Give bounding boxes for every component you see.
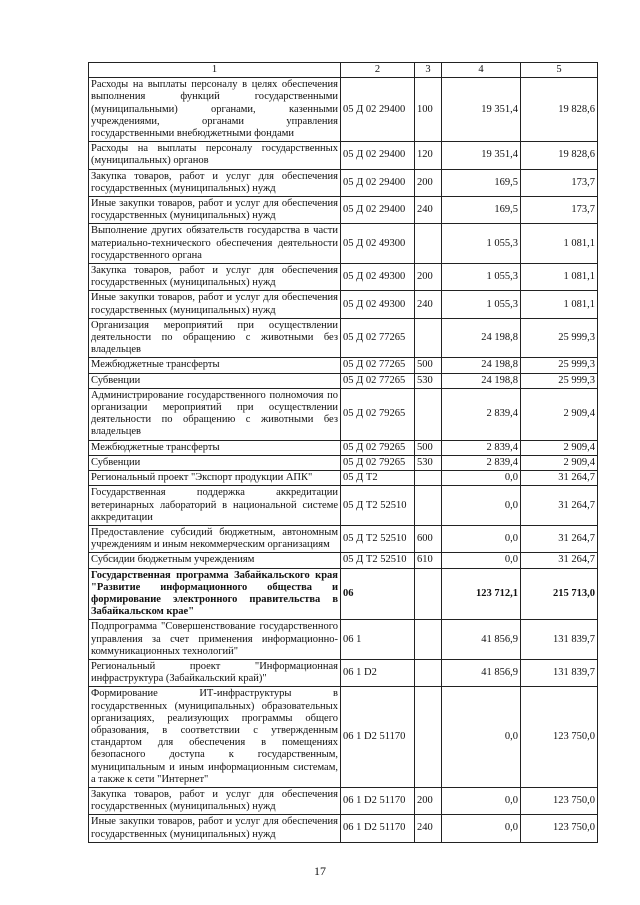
row-value-cell: 24 198,8 — [442, 373, 521, 388]
row-name-cell: Региональный проект "Информационная инфраструктура (Забайкальский край)" — [89, 659, 341, 686]
row-value-cell: 31 264,7 — [521, 486, 598, 526]
row-type-cell: 200 — [415, 787, 442, 814]
row-value-cell: 19 828,6 — [521, 78, 598, 142]
row-value-cell: 0,0 — [442, 525, 521, 552]
row-value-cell: 41 856,9 — [442, 659, 521, 686]
row-code-cell: 06 1 D2 51170 — [341, 687, 415, 788]
row-value-cell: 0,0 — [442, 471, 521, 486]
row-code-cell: 05 Д Т2 — [341, 471, 415, 486]
row-type-cell — [415, 620, 442, 660]
row-type-cell: 100 — [415, 78, 442, 142]
row-name-cell: Расходы на выплаты персоналу в целях обеспечения выполнения функций государственными (муниципальными) органами, казенными учреждениями, органами управления государственными внебюджетными фондами — [89, 78, 341, 142]
table-row — [89, 659, 598, 686]
row-value-cell: 0,0 — [442, 787, 521, 814]
row-value-cell: 25 999,3 — [521, 373, 598, 388]
table-row — [89, 169, 598, 196]
row-name-cell: Иные закупки товаров, работ и услуг для обеспечения государственных (муниципальных) нужд — [89, 197, 341, 224]
row-name-cell: Региональный проект "Экспорт продукции АПК" — [89, 471, 341, 486]
table-row — [89, 291, 598, 318]
row-code-cell: 05 Д 02 29400 — [341, 78, 415, 142]
row-value-cell: 1 055,3 — [442, 264, 521, 291]
table-body — [89, 78, 598, 843]
header-cell: 5 — [521, 63, 598, 78]
table-row — [89, 568, 598, 620]
row-type-cell: 120 — [415, 142, 442, 169]
table-row — [89, 440, 598, 455]
table-row — [89, 142, 598, 169]
row-type-cell: 240 — [415, 197, 442, 224]
row-value-cell: 0,0 — [442, 815, 521, 842]
row-name-cell: Расходы на выплаты персоналу государственных (муниципальных) органов — [89, 142, 341, 169]
row-value-cell: 1 055,3 — [442, 291, 521, 318]
row-type-cell — [415, 659, 442, 686]
row-value-cell: 2 839,4 — [442, 388, 521, 440]
row-type-cell: 610 — [415, 553, 442, 568]
table-row — [89, 486, 598, 526]
header-cell: 3 — [415, 63, 442, 78]
row-code-cell: 05 Д 02 79265 — [341, 455, 415, 470]
row-code-cell: 05 Д 02 29400 — [341, 142, 415, 169]
table-row — [89, 78, 598, 142]
row-type-cell: 530 — [415, 455, 442, 470]
row-name-cell: Формирование ИТ-инфраструктуры в государственных (муниципальных) образовательных организациях, реализующих программы общего образования, в соответствии с утвержденным стандартом для обеспечения в помещениях безопасного доступа к государственным, муниципальным и иным информационным системам, а также к сети "Интернет" — [89, 687, 341, 788]
row-value-cell: 25 999,3 — [521, 358, 598, 373]
row-type-cell — [415, 388, 442, 440]
row-value-cell: 2 909,4 — [521, 388, 598, 440]
row-name-cell: Закупка товаров, работ и услуг для обеспечения государственных (муниципальных) нужд — [89, 787, 341, 814]
row-value-cell: 31 264,7 — [521, 471, 598, 486]
row-type-cell — [415, 486, 442, 526]
row-name-cell: Администрирование государственного полномочия по организации мероприятий при осуществлении деятельности по обращению с животными без владельцев — [89, 388, 341, 440]
row-type-cell: 500 — [415, 358, 442, 373]
table-row — [89, 553, 598, 568]
row-code-cell: 06 — [341, 568, 415, 620]
row-code-cell: 06 1 D2 — [341, 659, 415, 686]
row-code-cell: 05 Д Т2 52510 — [341, 486, 415, 526]
header-cell: 4 — [442, 63, 521, 78]
row-value-cell: 0,0 — [442, 553, 521, 568]
row-type-cell: 240 — [415, 291, 442, 318]
row-type-cell — [415, 568, 442, 620]
table-row — [89, 318, 598, 358]
row-name-cell: Межбюджетные трансферты — [89, 358, 341, 373]
row-value-cell: 19 351,4 — [442, 78, 521, 142]
row-type-cell — [415, 224, 442, 264]
row-name-cell: Субсидии бюджетным учреждениям — [89, 553, 341, 568]
row-code-cell: 05 Д 02 77265 — [341, 318, 415, 358]
row-code-cell: 05 Д Т2 52510 — [341, 525, 415, 552]
row-name-cell: Субвенции — [89, 373, 341, 388]
row-value-cell: 2 909,4 — [521, 455, 598, 470]
table-row — [89, 373, 598, 388]
table-row — [89, 358, 598, 373]
row-code-cell: 05 Д Т2 52510 — [341, 553, 415, 568]
row-code-cell: 06 1 D2 51170 — [341, 787, 415, 814]
row-value-cell: 123 750,0 — [521, 687, 598, 788]
row-type-cell — [415, 318, 442, 358]
row-code-cell: 05 Д 02 49300 — [341, 264, 415, 291]
row-value-cell: 169,5 — [442, 169, 521, 196]
table-row — [89, 264, 598, 291]
row-name-cell: Предоставление субсидий бюджетным, автономным учреждениям и иным некоммерческим организациям — [89, 525, 341, 552]
row-name-cell: Подпрограмма "Совершенствование государственного управления за счет применения информационно-коммуникационных технологий" — [89, 620, 341, 660]
row-value-cell: 24 198,8 — [442, 358, 521, 373]
row-value-cell: 1 081,1 — [521, 291, 598, 318]
row-type-cell: 600 — [415, 525, 442, 552]
table-row — [89, 388, 598, 440]
row-code-cell: 05 Д 02 29400 — [341, 169, 415, 196]
row-value-cell: 1 081,1 — [521, 264, 598, 291]
row-code-cell: 06 1 — [341, 620, 415, 660]
table-header-row — [89, 63, 598, 78]
table-row — [89, 525, 598, 552]
row-value-cell: 25 999,3 — [521, 318, 598, 358]
row-value-cell: 215 713,0 — [521, 568, 598, 620]
header-cell: 2 — [341, 63, 415, 78]
row-type-cell: 500 — [415, 440, 442, 455]
row-value-cell: 131 839,7 — [521, 620, 598, 660]
row-code-cell: 05 Д 02 29400 — [341, 197, 415, 224]
row-value-cell: 173,7 — [521, 169, 598, 196]
row-code-cell: 05 Д 02 77265 — [341, 358, 415, 373]
row-name-cell: Межбюджетные трансферты — [89, 440, 341, 455]
row-name-cell: Иные закупки товаров, работ и услуг для обеспечения государственных (муниципальных) нужд — [89, 815, 341, 842]
row-value-cell: 24 198,8 — [442, 318, 521, 358]
row-value-cell: 2 839,4 — [442, 455, 521, 470]
row-value-cell: 123 712,1 — [442, 568, 521, 620]
row-value-cell: 169,5 — [442, 197, 521, 224]
row-value-cell: 2 909,4 — [521, 440, 598, 455]
row-code-cell: 05 Д 02 79265 — [341, 440, 415, 455]
row-name-cell: Выполнение других обязательств государства в части материально-технического обеспечения деятельности государственного органа — [89, 224, 341, 264]
row-type-cell: 200 — [415, 264, 442, 291]
header-cell: 1 — [89, 63, 341, 78]
row-name-cell: Субвенции — [89, 455, 341, 470]
table-row — [89, 471, 598, 486]
row-type-cell: 530 — [415, 373, 442, 388]
row-value-cell: 1 081,1 — [521, 224, 598, 264]
row-value-cell: 41 856,9 — [442, 620, 521, 660]
table-row — [89, 455, 598, 470]
row-value-cell: 19 351,4 — [442, 142, 521, 169]
row-value-cell: 31 264,7 — [521, 553, 598, 568]
row-code-cell: 05 Д 02 49300 — [341, 291, 415, 318]
row-type-cell — [415, 687, 442, 788]
row-value-cell: 2 839,4 — [442, 440, 521, 455]
row-type-cell: 240 — [415, 815, 442, 842]
row-name-cell: Закупка товаров, работ и услуг для обеспечения государственных (муниципальных) нужд — [89, 169, 341, 196]
row-code-cell: 05 Д 02 79265 — [341, 388, 415, 440]
row-value-cell: 0,0 — [442, 486, 521, 526]
row-value-cell: 1 055,3 — [442, 224, 521, 264]
table-row — [89, 787, 598, 814]
row-type-cell — [415, 471, 442, 486]
row-value-cell: 19 828,6 — [521, 142, 598, 169]
row-name-cell: Государственная поддержка аккредитации ветеринарных лабораторий в национальной системе аккредитации — [89, 486, 341, 526]
row-value-cell: 131 839,7 — [521, 659, 598, 686]
table-row — [89, 815, 598, 842]
row-value-cell: 123 750,0 — [521, 787, 598, 814]
row-value-cell: 31 264,7 — [521, 525, 598, 552]
row-name-cell: Закупка товаров, работ и услуг для обеспечения государственных (муниципальных) нужд — [89, 264, 341, 291]
row-code-cell: 05 Д 02 77265 — [341, 373, 415, 388]
page-number: 17 — [314, 864, 326, 878]
budget-table — [88, 62, 598, 843]
row-name-cell: Государственная программа Забайкальского края "Развитие информационного общества и формирование электронного правительства в Забайкальском крае" — [89, 568, 341, 620]
row-value-cell: 0,0 — [442, 687, 521, 788]
row-name-cell: Организация мероприятий при осуществлении деятельности по обращению с животными без владельцев — [89, 318, 341, 358]
table-row — [89, 620, 598, 660]
row-type-cell: 200 — [415, 169, 442, 196]
table-row — [89, 224, 598, 264]
table-row — [89, 197, 598, 224]
row-value-cell: 123 750,0 — [521, 815, 598, 842]
row-value-cell: 173,7 — [521, 197, 598, 224]
row-code-cell: 06 1 D2 51170 — [341, 815, 415, 842]
row-name-cell: Иные закупки товаров, работ и услуг для обеспечения государственных (муниципальных) нужд — [89, 291, 341, 318]
row-code-cell: 05 Д 02 49300 — [341, 224, 415, 264]
table-row — [89, 687, 598, 788]
